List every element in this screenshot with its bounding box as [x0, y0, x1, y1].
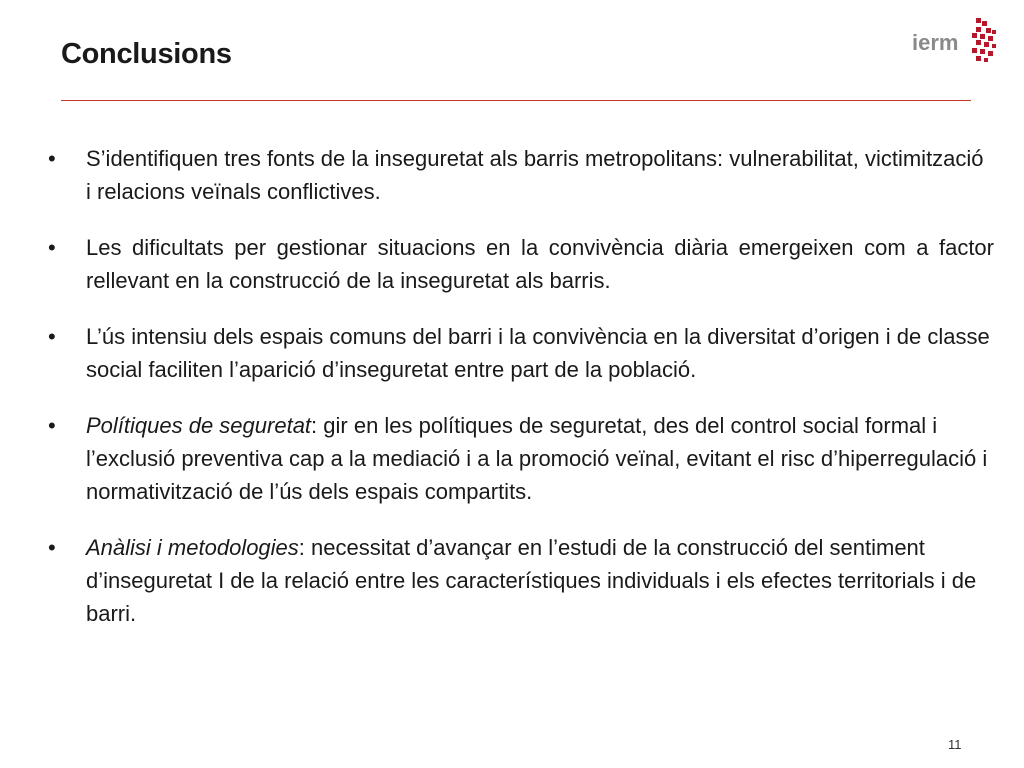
- bullet-item: • S’identifiquen tres fonts de la inseguretat als barris metropolitans: vulnerabilitat, victimització i relacions veïnals conflictives.: [48, 142, 994, 208]
- slide-title: Conclusions: [61, 38, 232, 70]
- title-divider: [61, 100, 971, 101]
- bullet-text: L’ús intensiu dels espais comuns del barri i la convivència en la diversitat d’origen i de classe social faciliten l’aparició d’inseguretat entre part de la població.: [86, 324, 990, 382]
- bullet-item: • L’ús intensiu dels espais comuns del barri i la convivència en la diversitat d’origen i de classe social faciliten l’aparició d’inseguretat entre part de la població.: [48, 320, 994, 386]
- bullet-list: [48, 142, 994, 653]
- bullet-text: S’identifiquen tres fonts de la inseguretat als barris metropolitans: vulnerabilitat, victimització i relacions veïnals conflictives.: [86, 146, 984, 204]
- bullet-text: Les dificultats per gestionar situacions en la convivència diària emergeixen com a factor rellevant en la construcció de la inseguretat als barris.: [86, 235, 994, 293]
- bullet-item: • Polítiques de seguretat: gir en les polítiques de seguretat, des del control social formal i l’exclusió preventiva cap a la mediació i a la promoció veïnal, evitant el risc d’hiperregulació i normativització de l’ús dels espais compartits.: [48, 409, 994, 508]
- iermb-logo: [912, 18, 1002, 68]
- bullet-lead: Anàlisi i metodologies: [86, 535, 299, 560]
- logo-mark-icon: [972, 18, 1000, 64]
- bullet-text: Polítiques de seguretat: gir en les polítiques de seguretat, des del control social formal i l’exclusió preventiva cap a la mediació i a la promoció veïnal, evitant el risc d’hiperregulació i normativització de l’ús dels espais compartits.: [86, 413, 988, 504]
- logo-text: ierm: [912, 30, 959, 55]
- bullet-text: Anàlisi i metodologies: necessitat d’avançar en l’estudi de la construcció del sentiment d’inseguretat I de la relació entre les característiques individuals i els efectes territorials i de barri.: [86, 535, 977, 626]
- bullet-lead: Polítiques de seguretat: [86, 413, 312, 438]
- page-number: 11: [948, 737, 962, 752]
- bullet-item: • Anàlisi i metodologies: necessitat d’avançar en l’estudi de la construcció del sentiment d’inseguretat I de la relació entre les característiques individuals i els efectes territorials i de barri.: [48, 531, 994, 630]
- bullet-item: • Les dificultats per gestionar situacions en la convivència diària emergeixen com a factor rellevant en la construcció de la inseguretat als barris.: [48, 231, 994, 297]
